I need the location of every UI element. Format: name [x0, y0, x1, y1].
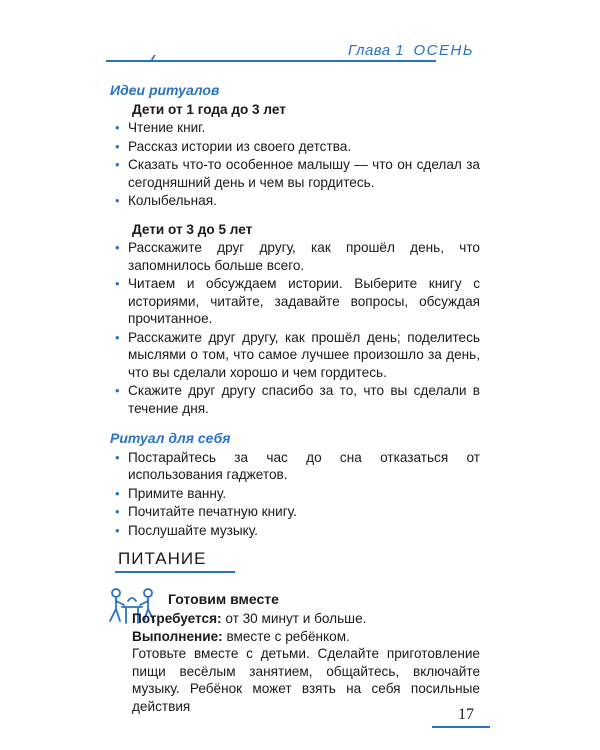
list-item: • Сказать что-то особенное малышу — что он сделал за сегодняшний день и чем вы гордитесь. — [115, 157, 480, 190]
list-item: • Читаем и обсуждаем истории. Выберите книгу с историями, читайте, задавайте вопросы, обсуждая прочитанное. — [115, 276, 480, 326]
list-item: • Примите ванну. — [115, 485, 227, 501]
recipe-body — [110, 610, 480, 715]
age-group-heading: Дети от 1 года до 3 лет — [132, 101, 286, 117]
list-item: • Расскажите друг другу, как прошёл день, что запомнилось больше всего. — [115, 240, 480, 273]
self-ritual-title: Ритуал для себя — [110, 430, 231, 446]
nutrition-underline — [115, 571, 235, 573]
bullet-icon: • — [115, 138, 120, 154]
ritual-list — [110, 239, 480, 417]
requires-line: Потребуется: от 30 минут и больше. — [132, 611, 367, 626]
main-content — [110, 82, 480, 540]
list-item: • Чтение книг. — [115, 120, 206, 135]
chapter-title: ОСЕНЬ — [413, 42, 475, 59]
chapter-label: Глава 1 — [348, 42, 405, 59]
list-item: • Расскажите друг другу, как прошёл день; поделитесь мыслями о том, что самое лучшее произошло за день, что вы сделали хорошо и чем гордитесь. — [115, 329, 480, 380]
nutrition-heading: ПИТАНИЕ — [118, 549, 207, 568]
bullet-icon: • — [115, 329, 120, 345]
bullet-icon: • — [115, 522, 120, 538]
recipe-title: Готовим вместе — [168, 591, 279, 607]
ritual-list — [110, 119, 480, 210]
bullet-icon: • — [115, 485, 120, 501]
self-ritual-list — [110, 449, 480, 540]
chapter-header — [348, 42, 474, 59]
bullet-icon: • — [115, 383, 120, 398]
list-item: • Послушайте музыку. — [115, 522, 258, 538]
page-number-rule — [432, 726, 490, 728]
bullet-icon: • — [115, 193, 120, 208]
list-item: • Рассказ истории из своего детства. — [115, 138, 352, 154]
bullet-icon: • — [115, 240, 120, 255]
page-number: 17 — [458, 706, 474, 723]
bullet-icon: • — [115, 449, 120, 465]
execution-line: Выполнение: вместе с ребёнком. — [132, 628, 350, 644]
rituals-title: Идеи ритуалов — [110, 82, 220, 98]
list-item: • Почитайте печатную книгу. — [115, 504, 297, 519]
bullet-icon: • — [115, 120, 120, 135]
bullet-icon: • — [115, 504, 120, 519]
recipe-text: Готовьте вместе с детьми. Сделайте приготовление пищи весёлым занятием, общайтесь, включайте музыку. Ребёнок может взять на себя посильные действия — [132, 646, 480, 714]
age-group-heading: Дети от 3 до 5 лет — [132, 221, 253, 237]
bullet-icon: • — [115, 276, 120, 291]
list-item: • Постарайтесь за час до сна отказаться от использования гаджетов. — [115, 449, 480, 482]
list-item: • Колыбельная. — [115, 193, 217, 208]
list-item: • Скажите друг другу спасибо за то, что вы сделали в течение дня. — [115, 383, 480, 416]
bullet-icon: • — [115, 157, 120, 172]
